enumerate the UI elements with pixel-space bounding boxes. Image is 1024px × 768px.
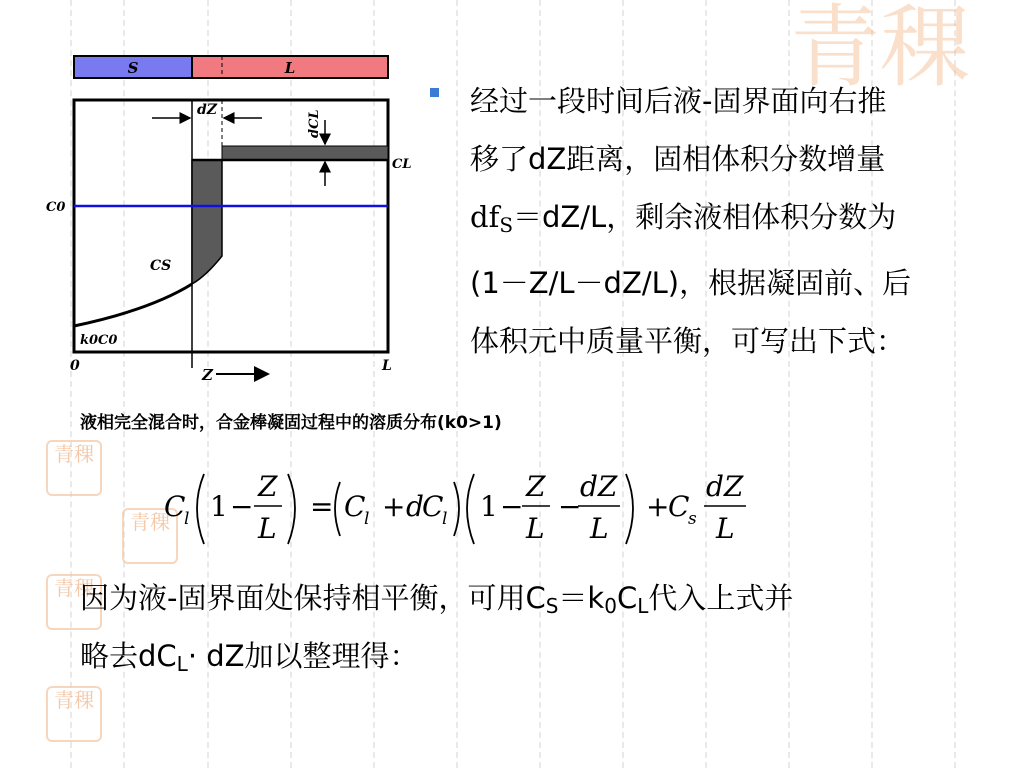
- square-bullet-icon: [430, 88, 439, 97]
- bullet-line-1: 经过一段时间后液-固界面向右推: [470, 84, 887, 118]
- cs-label: CS: [150, 258, 172, 274]
- bullet-line-5: 体积元中质量平衡，可写出下式：: [470, 324, 906, 358]
- svg-text:C: C: [164, 490, 186, 523]
- svg-text:=: =: [310, 490, 334, 523]
- svg-text:L: L: [258, 512, 277, 545]
- svg-text:−: −: [230, 490, 254, 523]
- dcl-label: dCL: [307, 109, 322, 138]
- shaded-liquid-increment: [222, 146, 388, 160]
- svg-text:s: s: [688, 509, 697, 529]
- figure-caption: 液相完全混合时，合金棒凝固过程中的溶质分布(k0>1): [80, 413, 502, 433]
- svg-text:l: l: [184, 509, 190, 529]
- watermark-seal: 青稞: [46, 440, 102, 496]
- svg-text:L: L: [526, 512, 545, 545]
- cl-label: CL: [392, 157, 412, 172]
- svg-text:Z: Z: [526, 470, 546, 503]
- svg-text:1: 1: [210, 490, 228, 523]
- paragraph-phase-equilibrium: 因为液-固界面处保持相平衡，可用$C_S=k_0C_L$代入上式并: [80, 581, 794, 618]
- watermark-seal-large: 青稞: [790, 0, 970, 100]
- dz-label: dZ: [196, 102, 218, 118]
- svg-text:dZ: dZ: [706, 470, 744, 503]
- k0c0-label: k0C0: [80, 333, 118, 348]
- bullet-line-2: 移了dZ距离，固相体积分数增量: [470, 142, 886, 176]
- shaded-solid-increment: [192, 160, 222, 284]
- paragraph-simplify: 略去$dC_L\cdot$ dZ加以整理得：: [80, 639, 419, 676]
- svg-text:dZ: dZ: [580, 470, 618, 503]
- svg-text:l: l: [364, 509, 370, 529]
- bullet-paragraph: [470, 72, 990, 370]
- svg-text:Z: Z: [258, 470, 278, 503]
- z-axis-label: Z: [202, 366, 213, 384]
- svg-text:C: C: [344, 490, 366, 523]
- svg-text:1: 1: [480, 490, 498, 523]
- svg-text:d: d: [406, 490, 424, 523]
- svg-text:C: C: [422, 490, 444, 523]
- liquid-phase-label: L: [284, 59, 296, 77]
- bullet-line-4: (1－Z/L－dZ/L)，根据凝固前、后: [470, 266, 912, 300]
- end-label: L: [382, 358, 392, 374]
- watermark-seal: 青稞: [46, 574, 102, 630]
- svg-text:−: −: [558, 490, 582, 523]
- svg-text:L: L: [716, 512, 735, 545]
- svg-text:C: C: [668, 490, 690, 523]
- cs-curve: [74, 284, 192, 326]
- mass-balance-equation: [160, 460, 760, 556]
- c0-label: C0: [46, 200, 66, 215]
- solid-phase-label: S: [127, 59, 139, 77]
- svg-text:L: L: [590, 512, 609, 545]
- svg-text:−: −: [500, 490, 524, 523]
- origin-label: 0: [70, 358, 80, 374]
- bullet-line-3: $df_S=dZ/L$，剩余液相体积分数为: [470, 200, 897, 237]
- svg-text:+: +: [382, 490, 406, 523]
- watermark-seal: 青稞: [122, 508, 178, 564]
- svg-text:+: +: [646, 490, 670, 523]
- solidification-diagram: [40, 48, 420, 388]
- watermark-seal: 青稞: [46, 686, 102, 742]
- svg-text:l: l: [442, 509, 448, 529]
